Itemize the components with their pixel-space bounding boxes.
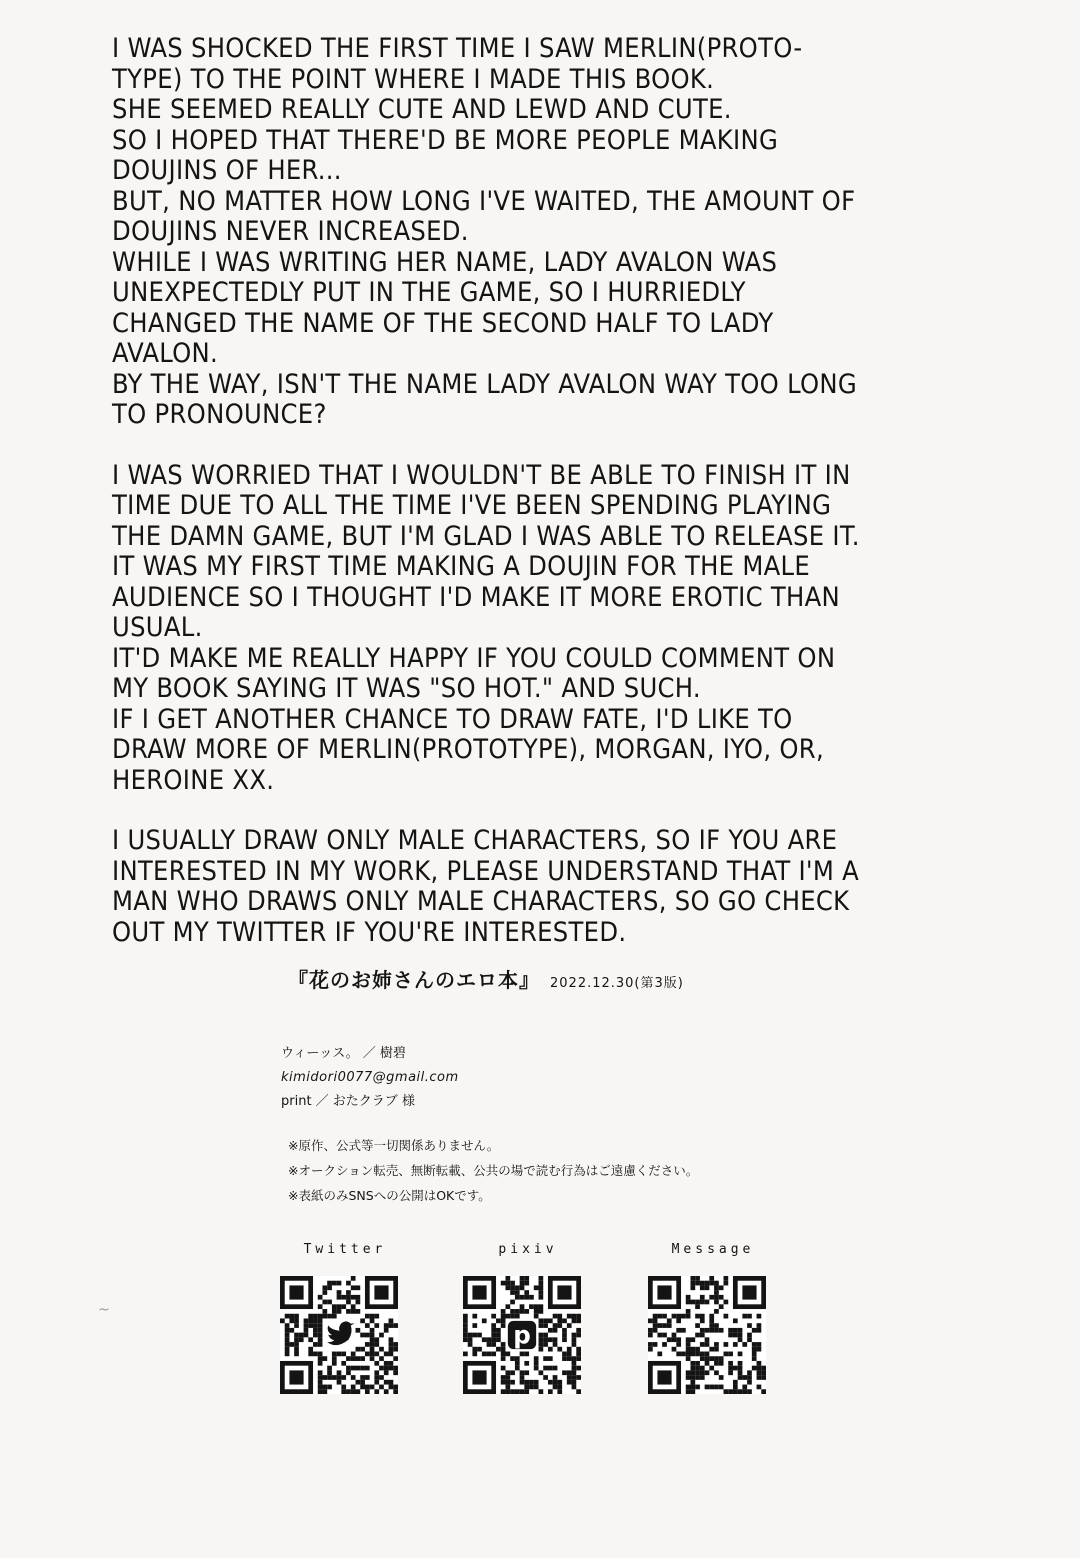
text-line: DOUJINS OF HER... — [112, 155, 342, 186]
qr-label: Message — [671, 1242, 755, 1257]
paragraph-gap — [112, 431, 1032, 461]
text-line: I WAS SHOCKED THE FIRST TIME I SAW MERLIN(PROTO- — [112, 33, 803, 64]
text-line: IF I GET ANOTHER CHANCE TO DRAW FATE, I'D LIKE TO — [112, 703, 793, 735]
afterword-paragraph-3 — [112, 826, 1032, 948]
afterword-text — [112, 34, 1032, 948]
colophon-title-line — [288, 964, 684, 993]
text-line: CHANGED THE NAME OF THE SECOND HALF TO LADY — [112, 307, 774, 339]
twitter-qr-code[interactable] — [280, 1276, 398, 1394]
text-line: WHILE I WAS WRITING HER NAME, LADY AVALON WAS — [112, 246, 778, 278]
text-line: UNEXPECTEDLY PUT IN THE GAME, SO I HURRIEDLY — [112, 277, 746, 308]
message-qr-block[interactable] — [648, 1242, 778, 1394]
text-line: HEROINE XX. — [112, 764, 275, 796]
text-line: USUAL. — [112, 612, 203, 643]
text-line: I WAS WORRIED THAT I WOULDN'T BE ABLE TO FINISH IT IN — [112, 459, 851, 491]
text-line: BUT, NO MATTER HOW LONG I'VE WAITED, THE AMOUNT OF — [112, 185, 856, 217]
text-line: SHE SEEMED REALLY CUTE AND LEWD AND CUTE. — [112, 94, 732, 125]
afterword-paragraph-2 — [112, 461, 1032, 797]
text-line: INTERESTED IN MY WORK, PLEASE UNDERSTAND THAT I'M A — [112, 855, 860, 887]
text-line: IT WAS MY FIRST TIME MAKING A DOUJIN FOR THE MALE — [112, 551, 810, 582]
afterword-paragraph-1 — [112, 34, 1032, 431]
contact-email[interactable]: kimidori0077@gmail.com — [281, 1070, 459, 1085]
text-line: OUT MY TWITTER IF YOU'RE INTERESTED. — [112, 916, 627, 948]
credits-block — [281, 1042, 459, 1114]
edition-date: 2022.12.30(第3版) — [550, 976, 684, 991]
text-line: AVALON. — [112, 338, 219, 369]
text-line: DRAW MORE OF MERLIN(PROTOTYPE), MORGAN, IYO, OR, — [112, 734, 824, 765]
pencil-mark: ~ — [98, 1302, 110, 1318]
text-line: SO I HOPED THAT THERE'D BE MORE PEOPLE MAKING — [112, 124, 779, 156]
qr-label: Twitter — [303, 1242, 387, 1257]
text-line: TO PRONOUNCE? — [112, 399, 327, 430]
text-line: DOUJINS NEVER INCREASED. — [112, 216, 469, 247]
pixiv-qr-code[interactable] — [463, 1276, 581, 1394]
text-line: TIME DUE TO ALL THE TIME I'VE BEEN SPENDING PLAYING — [112, 490, 832, 521]
twitter-qr-block[interactable] — [280, 1242, 410, 1394]
disclaimer-note: ※原作、公式等一切関係ありません。 — [288, 1138, 500, 1153]
circle-author-line: ウィーッス。 ／ 樹碧 — [281, 1046, 406, 1061]
paragraph-gap — [112, 796, 1032, 826]
qr-label: pixiv — [498, 1242, 558, 1257]
text-line: AUDIENCE SO I THOUGHT I'D MAKE IT MORE EROTIC THAN — [112, 581, 840, 613]
disclaimer-note: ※オークション転売、無断転載、公共の場で読む行為はご遠慮ください。 — [288, 1163, 699, 1178]
text-line: THE DAMN GAME, BUT I'M GLAD I WAS ABLE TO RELEASE IT. — [112, 520, 860, 552]
message-qr-code[interactable] — [648, 1276, 766, 1394]
pixiv-qr-block[interactable] — [463, 1242, 593, 1394]
text-line: I USUALLY DRAW ONLY MALE CHARACTERS, SO IF YOU ARE — [112, 825, 838, 856]
text-line: TYPE) TO THE POINT WHERE I MADE THIS BOOK. — [112, 63, 715, 95]
disclaimer-note: ※表紙のみSNSへの公開はOKです。 — [288, 1188, 491, 1203]
text-line: BY THE WAY, ISN'T THE NAME LADY AVALON WAY TOO LONG — [112, 368, 857, 400]
disclaimer-notes — [288, 1133, 698, 1208]
text-line: MY BOOK SAYING IT WAS "SO HOT." AND SUCH. — [112, 673, 701, 704]
book-title: 『花のお姉さんのエロ本』 — [288, 968, 540, 992]
printer-line: print ／ おたクラブ 様 — [281, 1094, 415, 1109]
text-line: MAN WHO DRAWS ONLY MALE CHARACTERS, SO GO CHECK — [112, 886, 850, 917]
pixiv-p-icon: p — [513, 1320, 531, 1350]
text-line: IT'D MAKE ME REALLY HAPPY IF YOU COULD COMMENT ON — [112, 642, 836, 674]
